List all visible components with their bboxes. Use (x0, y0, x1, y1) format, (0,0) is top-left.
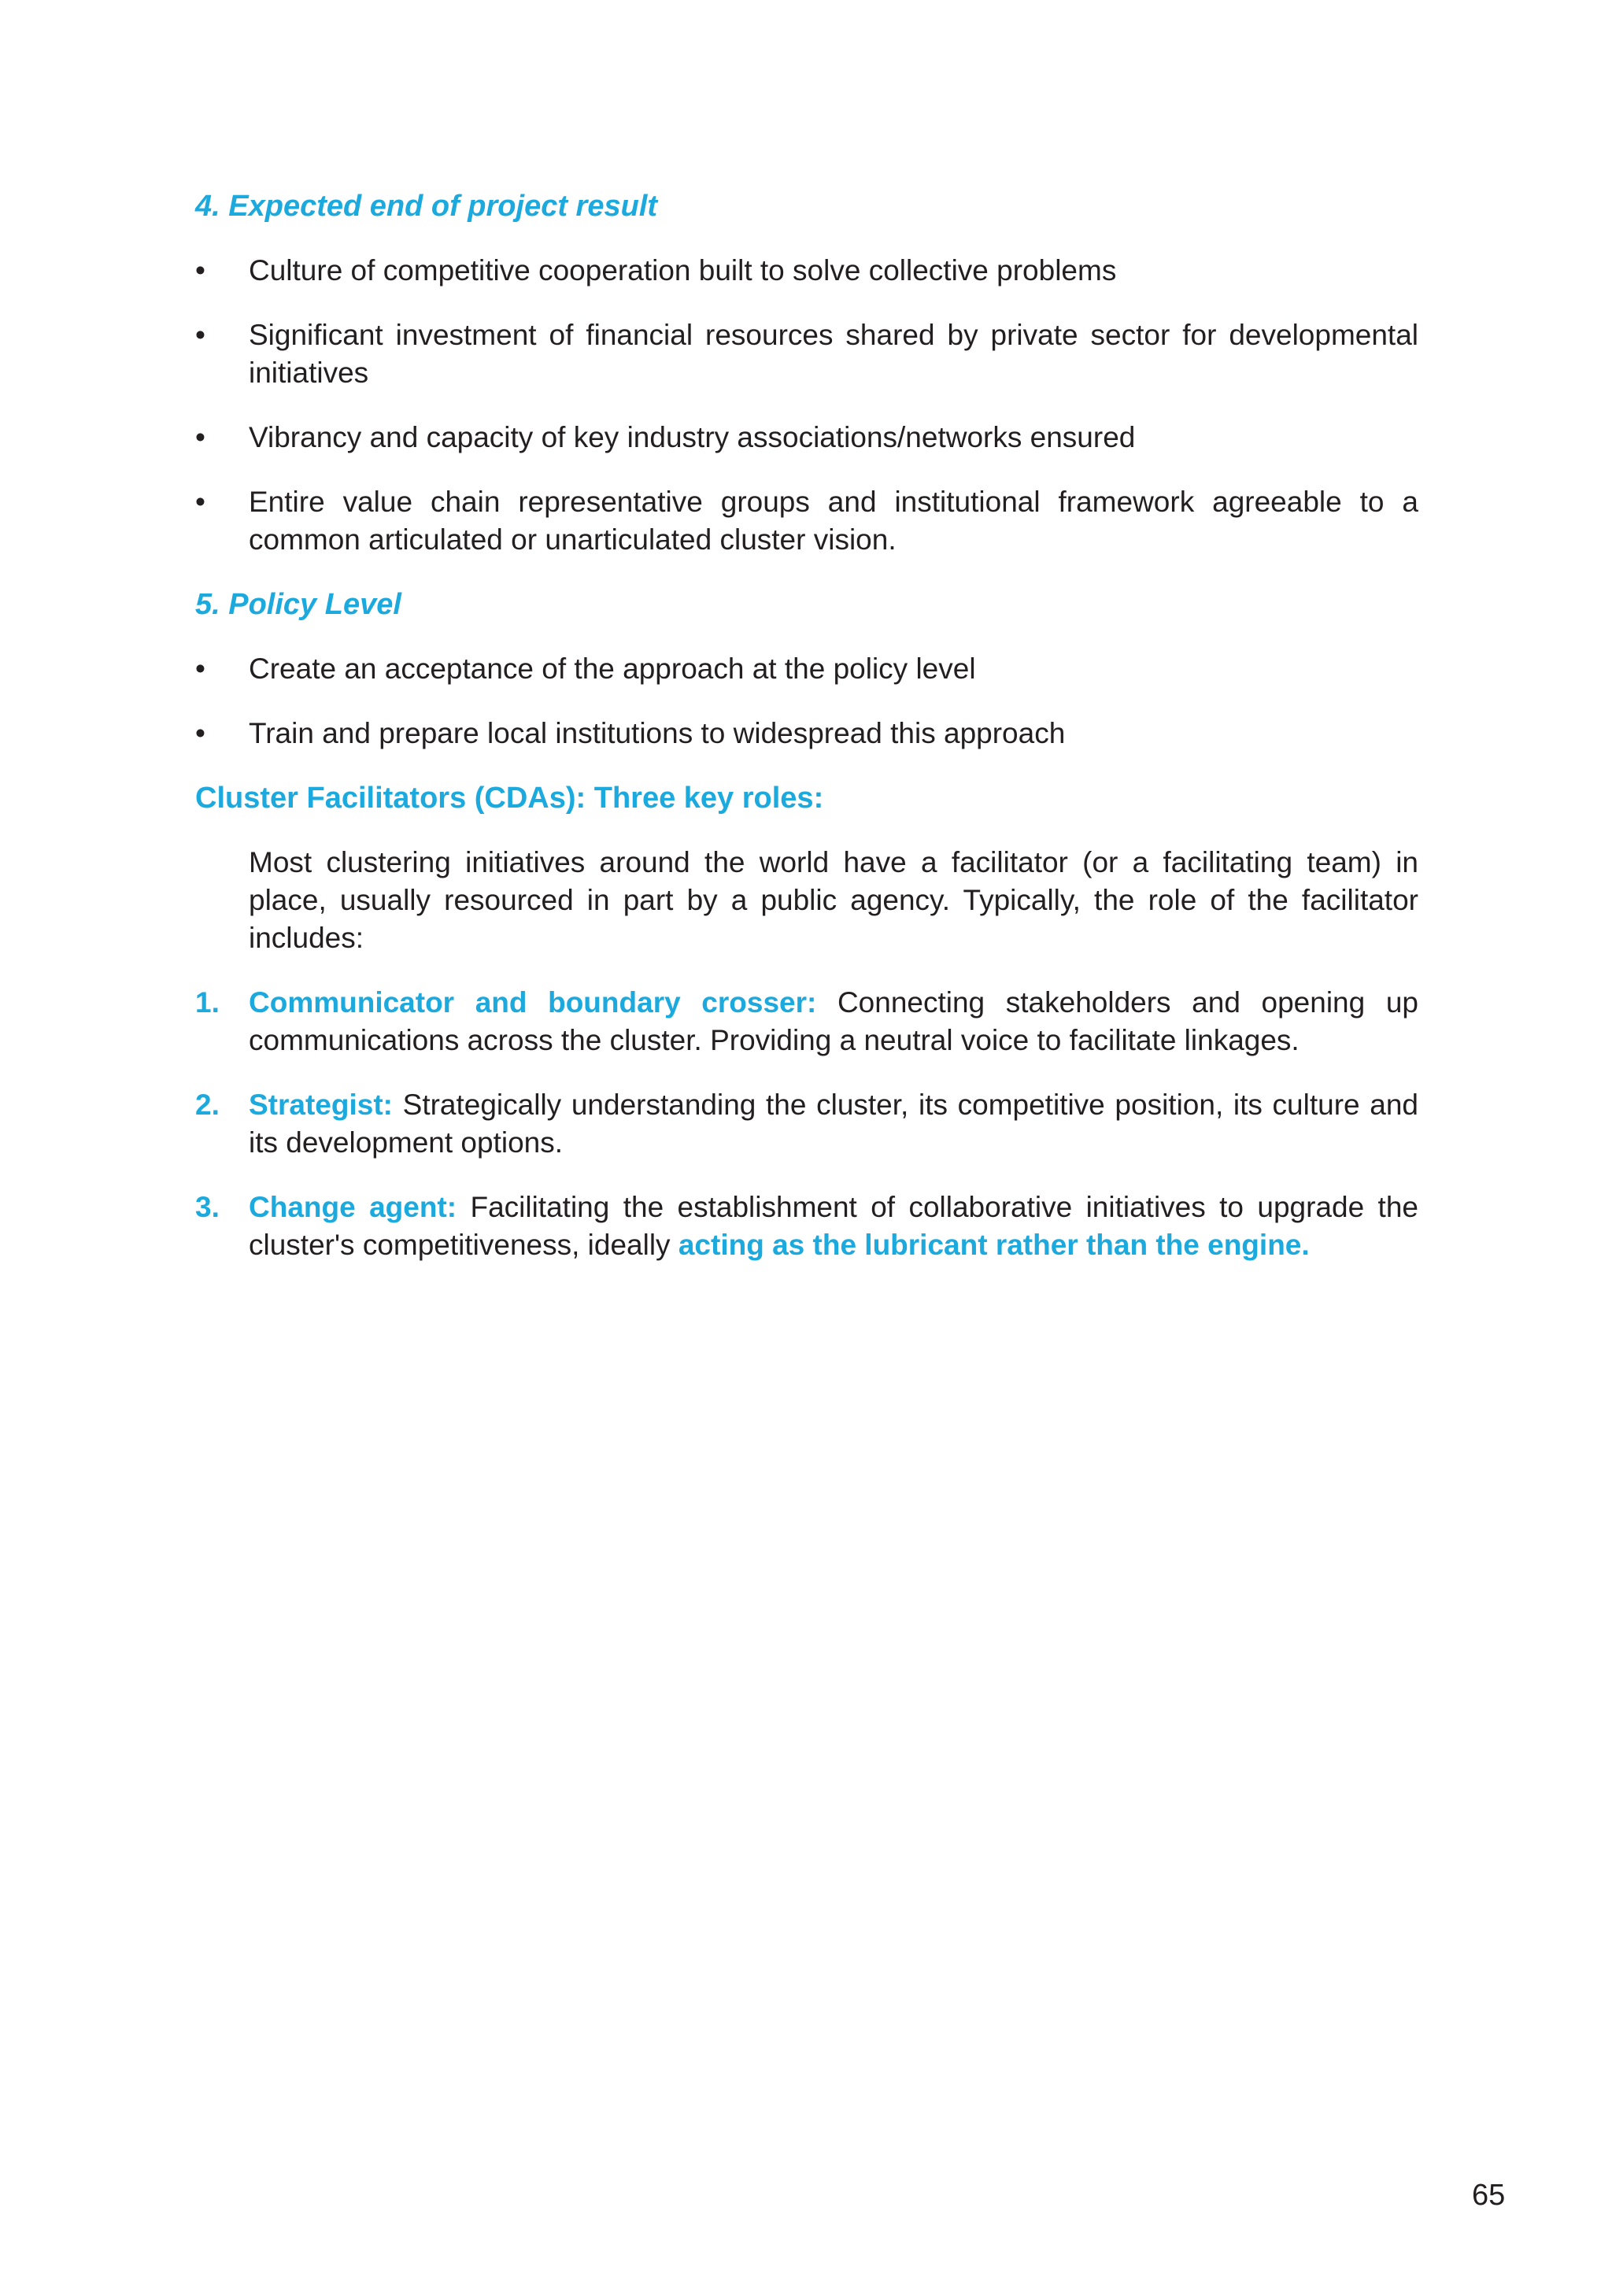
section-4-heading: 4. Expected end of project result (195, 190, 658, 223)
roles-list (195, 984, 1418, 1264)
list-item (195, 252, 1418, 290)
bullet-icon: • (195, 319, 205, 351)
list-item (195, 316, 1418, 392)
role-item-communicator (195, 984, 1418, 1059)
role-item-change-agent (195, 1189, 1418, 1264)
list-item-text: Vibrancy and capacity of key industry associations/networks ensured (249, 421, 1136, 453)
section-5-list (195, 650, 1418, 752)
role-emphasis: acting as the lubricant rather than the engine. (678, 1229, 1310, 1261)
bullet-icon: • (195, 421, 205, 453)
list-item (195, 650, 1418, 688)
list-item-text: Entire value chain representative groups and institutional framework agreeable to a common articulated or unarticulated cluster vision. (249, 486, 1418, 556)
role-title: Communicator and boundary crosser: (249, 986, 817, 1019)
list-item-text: Train and prepare local institutions to widespread this approach (249, 717, 1066, 749)
facilitators-intro: Most clustering initiatives around the world have a facilitator (or a facilitating team) in place, usually resourced in part by a public agency. Typically, the role of the facilitator includes: (249, 846, 1418, 954)
page-number: 65 (1472, 2179, 1506, 2212)
section-4-list (195, 252, 1418, 559)
role-title: Change agent: (249, 1191, 457, 1223)
role-text: Strategically understanding the cluster, its competitive position, its culture and its development options. (249, 1089, 1418, 1159)
list-item-text: Culture of competitive cooperation built to solve collective problems (249, 254, 1117, 287)
list-item (195, 419, 1418, 457)
facilitators-heading: Cluster Facilitators (CDAs): Three key roles: (195, 782, 824, 815)
role-number: 2. (195, 1089, 220, 1121)
bullet-icon: • (195, 486, 205, 518)
list-item-text: Create an acceptance of the approach at the policy level (249, 653, 976, 685)
role-number: 1. (195, 986, 220, 1019)
bullet-icon: • (195, 653, 205, 685)
role-number: 3. (195, 1191, 220, 1223)
page-content (195, 187, 1418, 1291)
role-item-strategist (195, 1086, 1418, 1162)
role-text: Facilitating the establishment of collaborative initiatives to upgrade the cluster's competitiveness, ideally (249, 1191, 1418, 1261)
section-5-heading: 5. Policy Level (195, 588, 401, 621)
list-item-text: Significant investment of financial resources shared by private sector for developmental initiatives (249, 319, 1418, 389)
role-text: Connecting stakeholders and opening up communications across the cluster. Providing a neutral voice to facilitate linkages. (249, 986, 1418, 1056)
bullet-icon: • (195, 254, 205, 287)
bullet-icon: • (195, 717, 205, 749)
list-item (195, 483, 1418, 559)
list-item (195, 715, 1418, 752)
role-title: Strategist: (249, 1089, 393, 1121)
